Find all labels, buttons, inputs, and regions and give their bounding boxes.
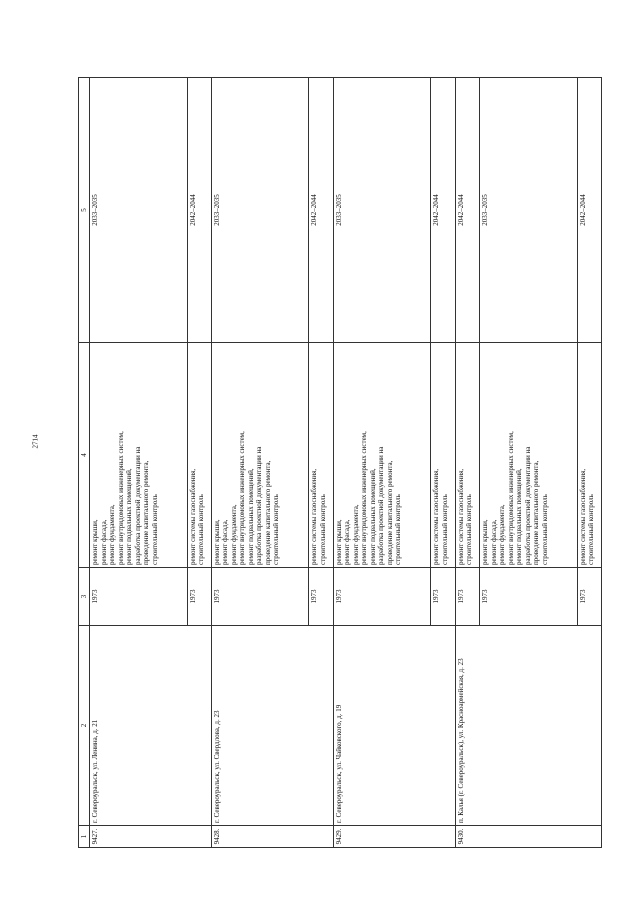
work-item: ремонт фасада,	[343, 519, 352, 565]
work-item: ремонт крыши,	[91, 519, 99, 565]
year-cell: 1973	[333, 568, 431, 626]
table-row	[211, 78, 309, 848]
year-cell: 1973	[577, 568, 601, 626]
work-item: ремонт крыши,	[212, 519, 221, 565]
header-col-5: 5	[79, 78, 90, 343]
work-item: ремонт внутридомовых инженерных систем,	[360, 431, 369, 565]
work-item: ремонт системы газоснабжения,	[188, 468, 197, 565]
work-item: ремонт фундамента,	[229, 504, 238, 565]
address-cell: г. Североуральск, ул. Свердлова, д. 23	[211, 626, 333, 826]
address-cell: п. Калья (г. Североуральск), ул. Красноармейская, д. 23	[455, 626, 601, 826]
period-cell: 2033–2035	[90, 78, 188, 343]
work-item: ремонт внутридомовых инженерных систем,	[238, 431, 247, 565]
table-row	[455, 78, 479, 848]
work-item: ремонт подвальных помещений,	[125, 468, 133, 565]
table-row	[333, 78, 431, 848]
year-cell: 1973	[431, 568, 455, 626]
work-item: ремонт фасада,	[221, 519, 230, 565]
work-item: ремонт фасада,	[99, 519, 108, 565]
address-cell: г. Североуральск, ул. Чайковского, д. 19	[333, 626, 455, 826]
work-item: ремонт крыши,	[481, 519, 490, 565]
header-col-2: 2	[79, 626, 90, 826]
works-cell	[309, 343, 333, 568]
year-cell: 1973	[455, 568, 479, 626]
work-item: строительный контроль	[587, 494, 596, 565]
work-item: ремонт фундамента,	[498, 504, 507, 565]
work-item: ремонт фасада,	[489, 519, 498, 565]
work-item: строительный контроль	[150, 494, 159, 565]
table-container	[78, 78, 602, 848]
works-cell	[333, 343, 431, 568]
work-item: ремонт крыши,	[334, 519, 343, 565]
work-item: разработка проектной документации на	[377, 446, 386, 565]
period-cell: 2042–2044	[187, 78, 211, 343]
work-item: ремонт системы газоснабжения,	[456, 468, 465, 565]
work-item: строительный контроль	[394, 494, 403, 565]
header-col-3: 3	[79, 568, 90, 626]
period-cell: 2033–2035	[333, 78, 431, 343]
capital-repair-table	[78, 77, 602, 848]
work-item: проведение капитального ремонта,	[142, 460, 150, 565]
work-item: разработка проектной документации на	[255, 446, 264, 565]
works-cell	[90, 343, 188, 568]
row-number: 9430.	[455, 826, 601, 848]
work-item: ремонт подвальных помещений,	[515, 468, 524, 565]
work-item: ремонт подвальных помещений,	[246, 468, 255, 565]
work-item: ремонт внутридомовых инженерных систем,	[506, 431, 515, 565]
works-cell	[480, 343, 578, 568]
works-cell	[455, 343, 479, 568]
header-col-4: 4	[79, 343, 90, 568]
year-cell: 1973	[480, 568, 578, 626]
year-cell: 1973	[211, 568, 309, 626]
works-cell	[431, 343, 455, 568]
work-item: проведение капитального ремонта,	[532, 460, 541, 565]
work-item: разработка проектной документации на	[523, 446, 532, 565]
work-item: строительный контроль	[197, 494, 206, 565]
period-cell: 2042–2044	[455, 78, 479, 343]
work-item: строительный контроль	[465, 494, 474, 565]
rotated-table-frame	[78, 78, 602, 848]
work-item: строительный контроль	[440, 494, 449, 565]
works-cell	[211, 343, 309, 568]
work-item: ремонт фундамента,	[351, 504, 360, 565]
work-item: ремонт системы газоснабжения,	[432, 468, 441, 565]
period-cell: 2042–2044	[431, 78, 455, 343]
works-cell	[187, 343, 211, 568]
year-cell: 1973	[90, 568, 188, 626]
header-col-1: 1	[79, 826, 90, 848]
year-cell: 1973	[187, 568, 211, 626]
table-row	[90, 78, 188, 848]
header-row	[79, 78, 90, 848]
work-item: ремонт системы газоснабжения,	[310, 468, 319, 565]
page-number: 2714	[31, 434, 40, 449]
year-cell: 1973	[309, 568, 333, 626]
work-item: ремонт системы газоснабжения,	[578, 468, 587, 565]
works-cell	[577, 343, 601, 568]
work-item: ремонт внутридомовых инженерных систем,	[116, 431, 125, 565]
work-item: строительный контроль	[272, 494, 281, 565]
period-cell: 2042–2044	[309, 78, 333, 343]
row-number: 9429.	[333, 826, 455, 848]
work-item: строительный контроль	[540, 494, 549, 565]
work-item: ремонт фундамента,	[108, 504, 116, 565]
row-number: 9428.	[211, 826, 333, 848]
period-cell: 2033–2035	[480, 78, 578, 343]
period-cell: 2042–2044	[577, 78, 601, 343]
work-item: строительный контроль	[318, 494, 327, 565]
work-item: проведение капитального ремонта,	[263, 460, 272, 565]
work-item: разработка проектной документации на	[133, 446, 142, 565]
address-cell: г. Североуральск, ул. Ленина, д. 21	[90, 626, 212, 826]
work-item: ремонт подвальных помещений,	[368, 468, 377, 565]
row-number: 9427.	[90, 826, 212, 848]
period-cell: 2033–2035	[211, 78, 309, 343]
work-item: проведение капитального ремонта,	[385, 460, 394, 565]
